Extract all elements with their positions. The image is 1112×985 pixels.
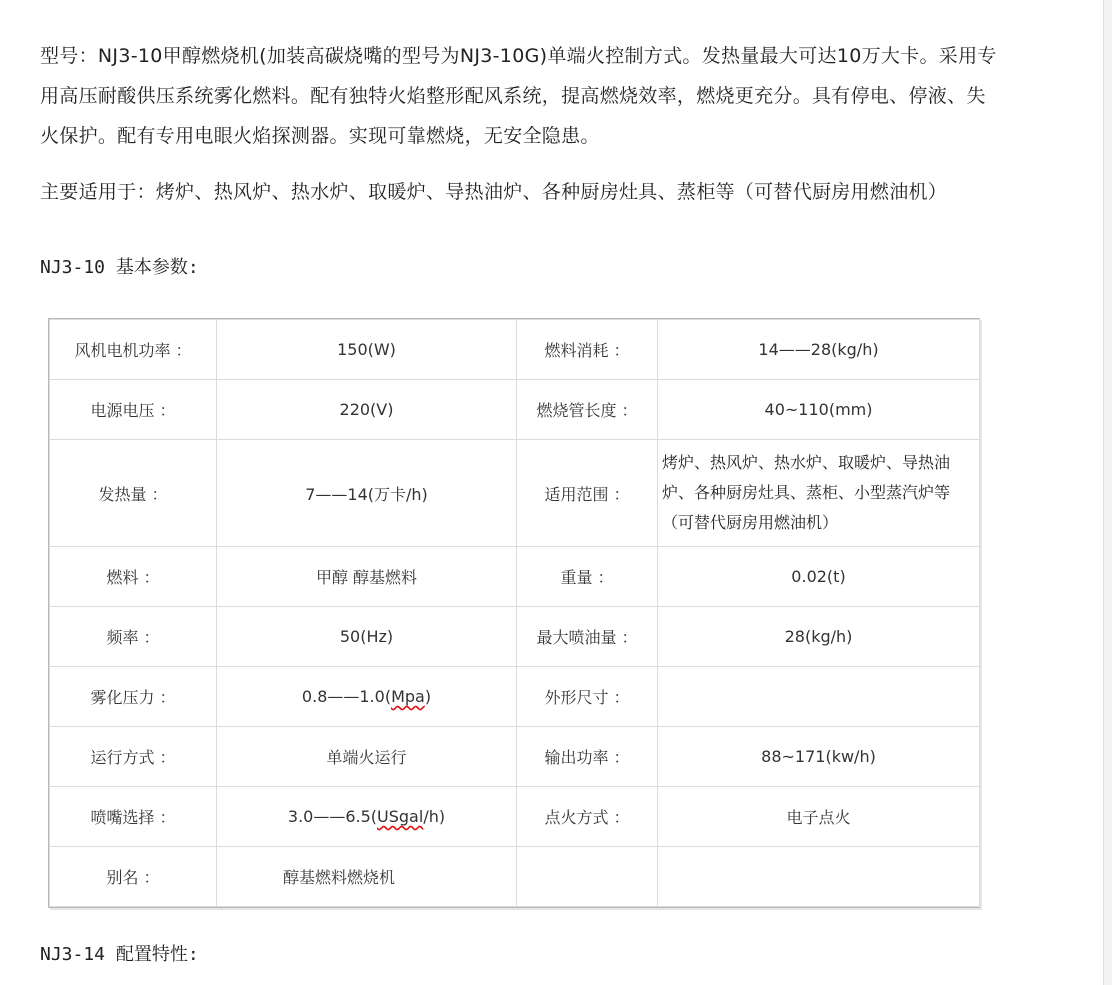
spellcheck-word: Mpa (391, 687, 425, 706)
params-table (48, 318, 980, 908)
table-row (50, 607, 980, 667)
value-cell: 电子点火 (658, 787, 980, 847)
value-cell (658, 667, 980, 727)
value-cell: 40~110(mm) (658, 380, 980, 440)
params-heading: NJ3-10 基本参数: (40, 257, 199, 278)
label-cell: 重量 ： (517, 547, 658, 607)
label-cell: 别名 ： (50, 847, 217, 907)
value-cell: 单端火运行 (217, 727, 517, 787)
value-cell: 150(W) (217, 320, 517, 380)
value-text: ) (424, 687, 432, 706)
label-cell: 燃烧管长度 ： (517, 380, 658, 440)
value-cell: 50(Hz) (217, 607, 517, 667)
intro-line-2: 用高压耐酸供压系统雾化燃料。配有独特火焰整形配风系统，提高燃烧效率，燃烧更充分。具有停电、停液、失 (40, 85, 986, 107)
label-cell: 雾化压力 ： (50, 667, 217, 727)
value-text: 0.8——1.0( (301, 687, 392, 706)
value-cell: 烤炉、热风炉、热水炉、取暖炉、导热油炉、各种厨房灶具、蒸柜、小型蒸汽炉等（可替代厨房用燃油机） (658, 440, 980, 547)
value-cell: 220(V) (217, 380, 517, 440)
intro-line-3: 火保护。配有专用电眼火焰探测器。实现可靠燃烧，无安全隐患。 (40, 125, 600, 147)
value-text: 3.0——6.5( (287, 807, 378, 826)
label-cell: 燃料消耗 ： (517, 320, 658, 380)
label-cell: 运行方式 ： (50, 727, 217, 787)
table-row (50, 847, 980, 907)
table-row (50, 440, 980, 547)
table-row (50, 320, 980, 380)
label-cell: 点火方式 ： (517, 787, 658, 847)
label-cell: 外形尺寸 ： (517, 667, 658, 727)
spellcheck-word: USgal (377, 807, 424, 826)
value-cell (217, 667, 517, 727)
value-cell: 甲醇 醇基燃料 (217, 547, 517, 607)
value-cell: 7——14(万卡/h) (217, 440, 517, 547)
table-row (50, 667, 980, 727)
label-cell: 发热量 ： (50, 440, 217, 547)
article-body (40, 36, 1090, 234)
value-cell: 88~171(kw/h) (658, 727, 980, 787)
table-row (50, 727, 980, 787)
value-cell: 0.02(t) (658, 547, 980, 607)
value-cell (217, 787, 517, 847)
table-row (50, 380, 980, 440)
value-cell: 28(kg/h) (658, 607, 980, 667)
label-cell: 电源电压 ： (50, 380, 217, 440)
label-cell: 最大喷油量 ： (517, 607, 658, 667)
label-cell: 喷嘴选择 ： (50, 787, 217, 847)
application-paragraph: 主要适用于：烤炉、热风炉、热水炉、取暖炉、导热油炉、各种厨房灶具、蒸柜等（可替代厨房用燃油机） (40, 181, 948, 203)
intro-line-1: 型号：NJ3-10甲醇燃烧机(加装高碳烧嘴的型号为NJ3-10G)单端火控制方式。发热量最大可达10万大卡。采用专 (40, 45, 997, 67)
vertical-scrollbar[interactable] (1103, 0, 1112, 985)
label-cell: 燃料 ： (50, 547, 217, 607)
table-row (50, 787, 980, 847)
label-cell: 输出功率 ： (517, 727, 658, 787)
intro-paragraph (40, 36, 1090, 156)
empty-cell (658, 847, 980, 907)
label-cell: 风机电机功率 ： (50, 320, 217, 380)
value-cell: 醇基燃料燃烧机 (217, 847, 517, 907)
empty-cell (517, 847, 658, 907)
label-cell: 频率 ： (50, 607, 217, 667)
value-cell: 14——28(kg/h) (658, 320, 980, 380)
table-row (50, 547, 980, 607)
config-heading: NJ3-14 配置特性: (40, 944, 199, 965)
value-text: /h) (423, 807, 446, 826)
label-cell: 适用范围 ： (517, 440, 658, 547)
